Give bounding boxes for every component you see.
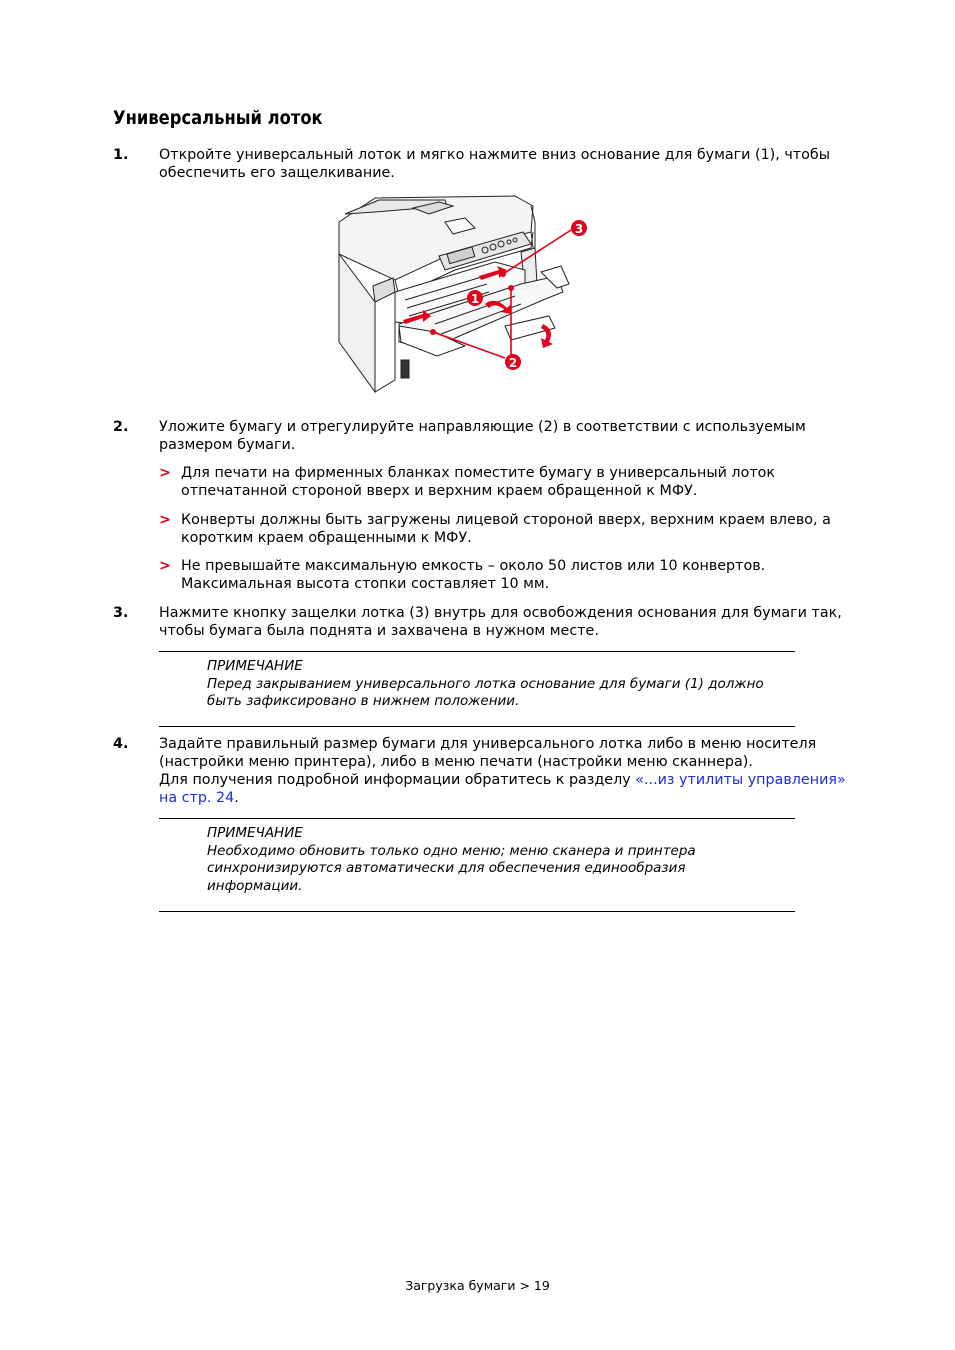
bullet-marker: >	[159, 465, 171, 481]
printer-tray-illustration	[335, 192, 595, 394]
bullet-text: Для печати на фирменных бланках поместите бумагу в универсальный лоток отпечатанной стороной вверх и верхним краем обращенной к МФУ.	[181, 465, 776, 499]
step-number: 3.	[113, 605, 129, 621]
bullet-text: Конверты должны быть загружены лицевой стороной вверх, верхним краем влево, а коротким краем обращенными к МФУ.	[181, 512, 831, 546]
step-text-line1: Задайте правильный размер бумаги для универсального лотка либо в меню носителя (настройки меню принтера), либо в меню печати (настройки меню сканнера).	[159, 736, 817, 770]
section-heading: Универсальный лоток	[113, 107, 323, 129]
step-number: 4.	[113, 736, 129, 752]
note-text: Перед закрыванием универсального лотка основание для бумаги (1) должно быть зафиксировано в нижнем положении.	[207, 675, 764, 709]
step-number: 2.	[113, 419, 129, 435]
note-title: ПРИМЕЧАНИЕ	[207, 658, 303, 674]
step-number: 1.	[113, 147, 129, 163]
callout-1	[467, 290, 483, 306]
step-text: Уложите бумагу и отрегулируйте направляющие (2) в соответствии с используемым размером бумаги.	[159, 419, 806, 453]
note-text: Необходимо обновить только одно меню; меню сканера и принтера синхронизируются автоматически для обеспечения единообразия информации.	[207, 842, 696, 894]
step-3	[113, 604, 843, 644]
callout-2	[505, 354, 521, 370]
svg-text:2: 2	[508, 356, 518, 370]
note-box	[159, 651, 795, 727]
step-text-end: .	[234, 790, 239, 806]
bullet-text: Не превышайте максимальную емкость – около 50 листов или 10 конвертов. Максимальная высота стопки составляет 10 мм.	[181, 558, 766, 592]
step-2	[113, 418, 843, 458]
bullet-capacity	[159, 557, 839, 597]
bullet-envelopes	[159, 511, 839, 551]
printer-diagram	[335, 192, 595, 394]
bullet-marker: >	[159, 558, 171, 574]
note-box	[159, 818, 795, 912]
step-text: Откройте универсальный лоток и мягко нажмите вниз основание для бумаги (1), чтобы обеспечить его защелкивание.	[159, 147, 830, 181]
note-title: ПРИМЕЧАНИЕ	[207, 825, 303, 841]
svg-text:3: 3	[574, 222, 584, 236]
step-text: Нажмите кнопку защелки лотка (3) внутрь для освобождения основания для бумаги так, чтобы бумага была поднята и захвачена в нужном месте.	[159, 605, 842, 639]
step-1	[113, 146, 843, 186]
step-4	[113, 735, 846, 811]
cross-reference-link[interactable]: «...из утилиты управления» на стр. 24	[159, 772, 846, 806]
step-text-line2: Для получения подробной информации обратитесь к разделу	[159, 772, 636, 788]
bullet-marker: >	[159, 512, 171, 528]
callout-3	[571, 220, 587, 236]
bullet-letterhead	[159, 464, 839, 504]
step-text	[159, 735, 849, 807]
page-footer: Загрузка бумаги > 19	[405, 1278, 550, 1293]
svg-text:1: 1	[470, 292, 480, 306]
